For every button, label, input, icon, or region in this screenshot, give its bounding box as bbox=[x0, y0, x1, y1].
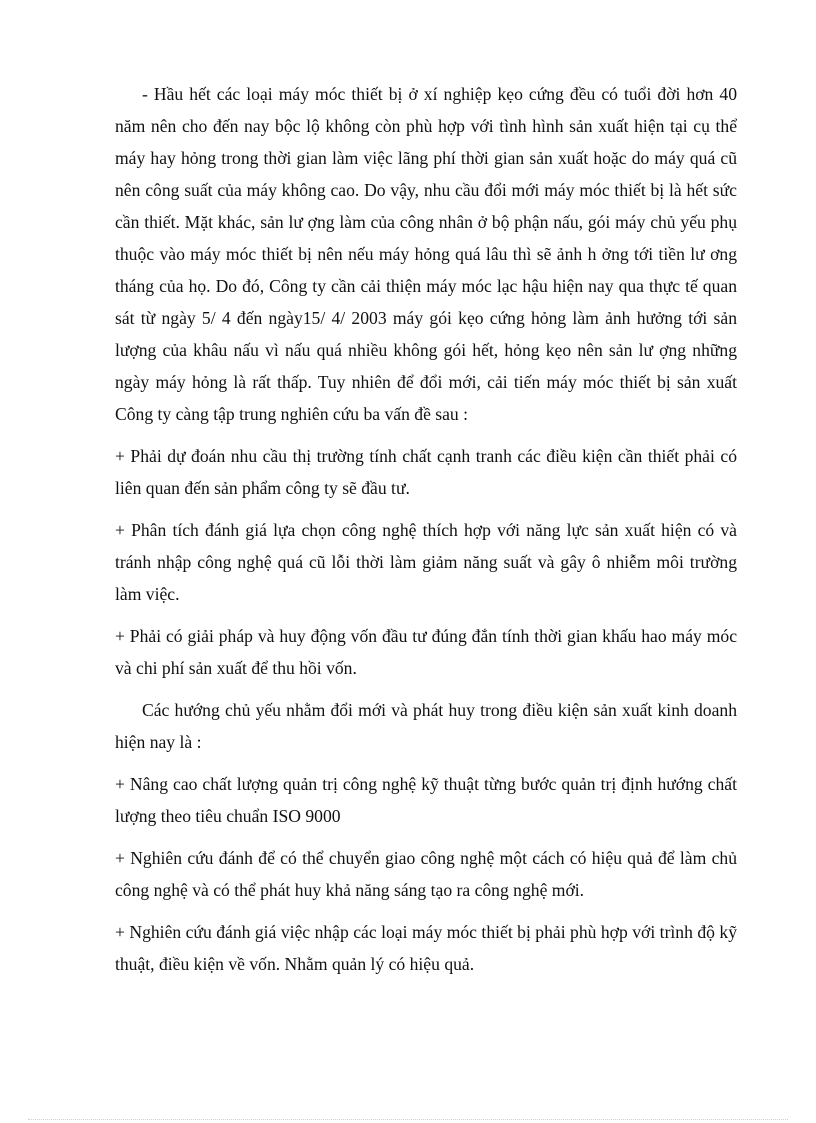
bullet-market-forecast: + Phải dự đoán nhu cầu thị trường tính chất cạnh tranh các điều kiện cần thiết phải có liên quan đến sản phẩm công ty sẽ đầu tư. bbox=[115, 446, 737, 498]
bullet-capital-mobilization: + Phải có giải pháp và huy động vốn đầu tư đúng đắn tính thời gian khấu hao máy móc và chi phí sản xuất để thu hồi vốn. bbox=[115, 626, 737, 678]
document-body bbox=[115, 78, 737, 980]
bullet-quality-management: + Nâng cao chất lượng quản trị công nghệ kỹ thuật từng bước quản trị định hướng chất lượng theo tiêu chuẩn ISO 9000 bbox=[115, 774, 737, 826]
bullet-technology-selection: + Phân tích đánh giá lựa chọn công nghệ thích hợp với năng lực sản xuất hiện có và tránh nhập công nghệ quá cũ lỗi thời làm giảm năng suất và gây ô nhiễm môi trường làm việc. bbox=[115, 520, 737, 604]
bullet-equipment-import: + Nghiên cứu đánh giá việc nhập các loại máy móc thiết bị phải phù hợp với trình độ kỹ thuật, điều kiện về vốn. Nhằm quản lý có hiệu quả. bbox=[115, 922, 737, 974]
paragraph-machinery-age: - Hầu hết các loại máy móc thiết bị ở xí nghiệp kẹo cứng đều có tuổi đời hơn 40 năm nên cho đến nay bộc lộ không còn phù hợp với tình hình sản xuất hiện tại cụ thể máy hay hỏng trong thời gian làm việc lãng phí thời gian sản xuất hoặc do máy quá cũ nên công suất của máy không cao. Do vậy, nhu cầu đổi mới máy móc thiết bị là hết sức cần thiết. Mặt khác, sản lư ợng làm của công nhân ở bộ phận nấu, gói máy chủ yếu phụ thuộc vào máy móc thiết bị nên nếu máy hỏng quá lâu thì sẽ ảnh h ởng tới tiền lư ơng tháng của họ. Do đó, Công ty cần cải thiện máy móc lạc hậu hiện nay qua thực tế quan sát từ ngày 5/ 4 đến ngày15/ 4/ 2003 máy gói kẹo cứng hỏng làm ảnh hưởng tới sản lượng của khâu nấu vì nấu quá nhiều không gói hết, hỏng kẹo nên sản lư ợng những ngày máy hỏng là rất thấp. Tuy nhiên để đổi mới, cải tiến máy móc thiết bị sản xuất Công ty càng tập trung nghiên cứu ba vấn đề sau : bbox=[115, 84, 737, 424]
paragraph-main-directions: Các hướng chủ yếu nhằm đổi mới và phát huy trong điều kiện sản xuất kinh doanh hiện nay là : bbox=[115, 700, 737, 752]
bullet-technology-transfer: + Nghiên cứu đánh để có thể chuyển giao công nghệ một cách có hiệu quả để làm chủ công nghệ và có thể phát huy khả năng sáng tạo ra công nghệ mới. bbox=[115, 848, 737, 900]
footer-divider bbox=[28, 1119, 788, 1120]
